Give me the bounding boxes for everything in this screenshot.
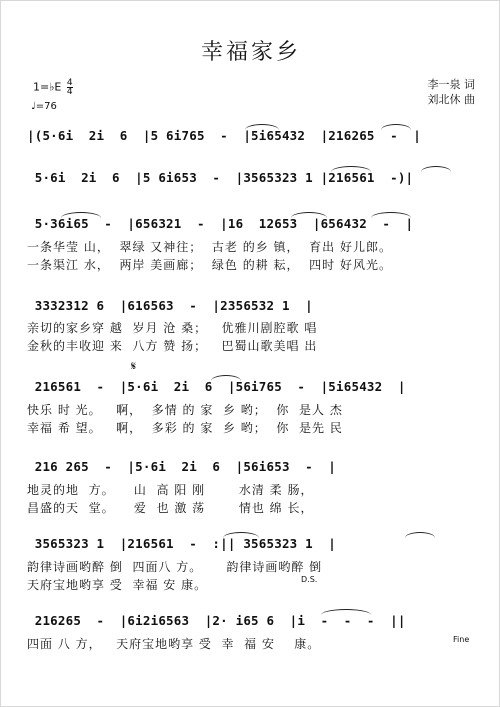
credits bbox=[428, 77, 476, 107]
slur bbox=[405, 532, 435, 538]
slur bbox=[371, 212, 411, 218]
composer: 刘北休 曲 bbox=[427, 93, 475, 106]
notation-line-3: 5·36i65 - |656321 - |16 12653 |656432 - | bbox=[27, 216, 414, 231]
notation-line-5: 216561 - |5·6i 2i 6 |56i765 - |5i65432 | bbox=[27, 379, 406, 394]
lyric-7-verse-1: 韵律诗画哟醉 倒 四面八 方。 韵律诗画哟醉 倒 bbox=[27, 560, 323, 574]
notation-line-1: |(5·6i 2i 6 |5 6i765 - |5i65432 |216265 - | bbox=[27, 128, 422, 143]
time-bottom: 4 bbox=[66, 87, 73, 97]
lyric-5-verse-1: 快乐 时 光。 啊， 多情 的 家 乡 哟； 你 是人 杰 bbox=[27, 403, 343, 417]
slur bbox=[321, 609, 371, 615]
lyric-4-verse-1: 亲切的家乡穿 越 岁月 沧 桑； 优雅川剧腔歌 唱 bbox=[27, 321, 318, 335]
slur bbox=[331, 166, 371, 172]
slur bbox=[291, 212, 327, 218]
lyric-5-verse-2: 幸福 希 望。 啊， 多彩 的 家 乡 哟； 你 是先 民 bbox=[27, 421, 343, 435]
notation-line-7: 3565323 1 |216561 - :|| 3565323 1 | bbox=[27, 536, 337, 551]
segno-mark: 𝄋 bbox=[131, 359, 137, 373]
lyric-4-verse-2: 金秋的丰收迎 来 八方 赞 扬； 巴蜀山歌美唱 出 bbox=[27, 339, 318, 353]
notation-line-8: 216265 - |6i2i6563 |2· i65 6 |i - - - || bbox=[27, 613, 406, 628]
notation-line-2: 5·6i 2i 6 |5 6i653 - |3565323 1 |216561 -)| bbox=[27, 170, 414, 185]
key-signature bbox=[33, 79, 73, 96]
key-label: 1=♭E bbox=[33, 80, 62, 94]
slur bbox=[211, 375, 241, 381]
lyric-6-verse-1: 地灵的地 方。 山 高 阳 刚 水清 柔 肠， bbox=[27, 483, 314, 497]
lyric-3-verse-2: 一条渠江 水， 两岸 美画廊； 绿色 的耕 耘， 四时 好风光。 bbox=[27, 258, 392, 272]
slur bbox=[61, 212, 101, 218]
slur bbox=[245, 124, 279, 130]
tempo-mark: ♩=76 bbox=[31, 101, 57, 112]
lyric-8-verse-1: 四面 八 方， 天府宝地哟享 受 幸 福 安 康。 bbox=[27, 637, 321, 651]
time-top: 4 bbox=[66, 78, 73, 88]
slur bbox=[223, 532, 259, 538]
slur bbox=[421, 166, 451, 172]
notation-line-6: 216 265 - |5·6i 2i 6 |56i653 - | bbox=[27, 459, 337, 474]
lyric-6-verse-2: 昌盛的天 堂。 爱 也 激 荡 情也 绵 长， bbox=[27, 501, 314, 515]
lyricist: 李一泉 词 bbox=[427, 78, 475, 91]
time-signature bbox=[67, 79, 73, 96]
ds-mark: D.S. bbox=[301, 575, 318, 584]
slur bbox=[381, 124, 411, 130]
notation-line-4: 3332312 6 |616563 - |2356532 1 | bbox=[27, 298, 313, 313]
fine-mark: Fine bbox=[453, 635, 470, 644]
lyric-3-verse-1: 一条华莹 山， 翠绿 又神往； 古老 的乡 镇， 育出 好儿郎。 bbox=[27, 240, 392, 254]
lyric-7-verse-2: 天府宝地哟享 受 幸福 安 康。 bbox=[27, 578, 232, 592]
song-title: 幸福家乡 bbox=[200, 40, 301, 65]
